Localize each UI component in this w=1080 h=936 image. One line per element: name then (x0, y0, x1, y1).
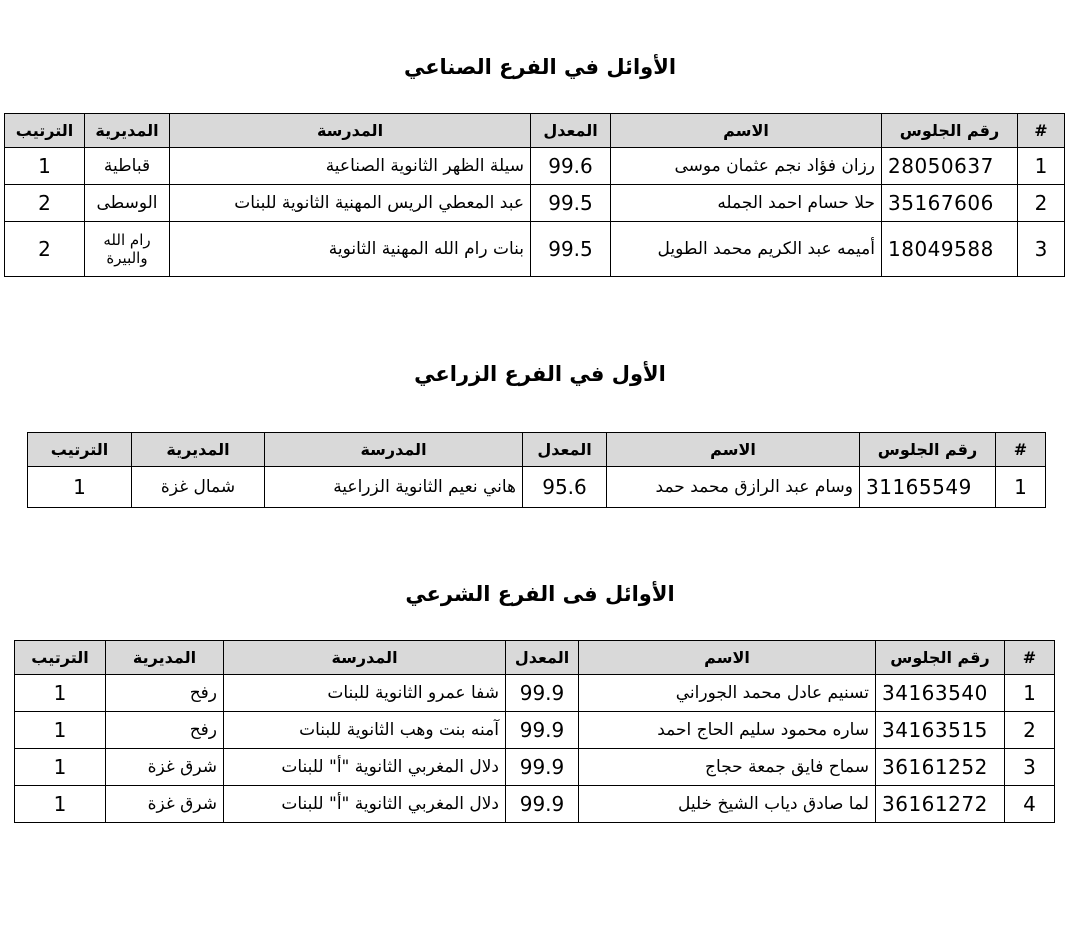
cell-seat-number: 18049588 (882, 222, 1018, 277)
table-row (15, 786, 1055, 823)
table-row (15, 675, 1055, 712)
table-row (15, 749, 1055, 786)
cell-index: 1 (1018, 148, 1065, 185)
col-header-index: # (1018, 114, 1065, 148)
cell-school: دلال المغربي الثانوية "أ" للبنات (224, 786, 506, 823)
table-agricultural (27, 432, 1046, 508)
cell-school: شفا عمرو الثانوية للبنات (224, 675, 506, 712)
cell-rank: 2 (5, 222, 85, 277)
table-row (5, 222, 1065, 277)
col-header-seat-number: رقم الجلوس (882, 114, 1018, 148)
cell-directorate: رفح (106, 712, 224, 749)
table-header-row (28, 433, 1046, 467)
col-header-school: المدرسة (170, 114, 531, 148)
cell-average: 99.9 (506, 675, 579, 712)
table-row (5, 185, 1065, 222)
col-header-index: # (996, 433, 1046, 467)
cell-name: حلا حسام احمد الجمله (611, 185, 882, 222)
cell-rank: 1 (5, 148, 85, 185)
cell-average: 99.6 (531, 148, 611, 185)
cell-directorate: شرق غزة (106, 786, 224, 823)
cell-directorate: شرق غزة (106, 749, 224, 786)
col-header-school: المدرسة (265, 433, 523, 467)
cell-seat-number: 31165549 (860, 467, 996, 508)
cell-index: 1 (1005, 675, 1055, 712)
cell-directorate: قباطية (85, 148, 170, 185)
table-row (28, 467, 1046, 508)
cell-directorate: الوسطى (85, 185, 170, 222)
cell-average: 99.5 (531, 222, 611, 277)
cell-index: 1 (996, 467, 1046, 508)
cell-average: 95.6 (523, 467, 607, 508)
section-title-agricultural: الأول في الفرع الزراعي (414, 362, 666, 386)
cell-seat-number: 34163540 (876, 675, 1005, 712)
cell-name: وسام عبد الرازق محمد حمد (607, 467, 860, 508)
cell-rank: 1 (28, 467, 132, 508)
cell-school: بنات رام الله المهنية الثانوية (170, 222, 531, 277)
cell-directorate: شمال غزة (132, 467, 265, 508)
col-header-directorate: المديرية (85, 114, 170, 148)
cell-average: 99.5 (531, 185, 611, 222)
cell-seat-number: 35167606 (882, 185, 1018, 222)
cell-seat-number: 34163515 (876, 712, 1005, 749)
cell-average: 99.9 (506, 712, 579, 749)
cell-directorate: رام الله والبيرة (85, 222, 170, 277)
cell-seat-number: 36161252 (876, 749, 1005, 786)
table-sharia (14, 640, 1055, 823)
col-header-school: المدرسة (224, 641, 506, 675)
col-header-average: المعدل (523, 433, 607, 467)
cell-name: ساره محمود سليم الحاج احمد (579, 712, 876, 749)
cell-name: رزان فؤاد نجم عثمان موسى (611, 148, 882, 185)
table-header-row (5, 114, 1065, 148)
col-header-name: الاسم (579, 641, 876, 675)
col-header-rank: الترتيب (5, 114, 85, 148)
cell-school: هاني نعيم الثانوية الزراعية (265, 467, 523, 508)
col-header-name: الاسم (607, 433, 860, 467)
col-header-index: # (1005, 641, 1055, 675)
cell-school: سيلة الظهر الثانوية الصناعية (170, 148, 531, 185)
cell-school: آمنه بنت وهب الثانوية للبنات (224, 712, 506, 749)
cell-rank: 1 (15, 786, 106, 823)
col-header-seat-number: رقم الجلوس (860, 433, 996, 467)
section-title-industrial: الأوائل في الفرع الصناعي (403, 55, 677, 79)
cell-seat-number: 28050637 (882, 148, 1018, 185)
cell-name: لما صادق دياب الشيخ خليل (579, 786, 876, 823)
col-header-directorate: المديرية (106, 641, 224, 675)
col-header-average: المعدل (506, 641, 579, 675)
col-header-average: المعدل (531, 114, 611, 148)
col-header-rank: الترتيب (15, 641, 106, 675)
cell-school: دلال المغربي الثانوية "أ" للبنات (224, 749, 506, 786)
cell-index: 3 (1005, 749, 1055, 786)
cell-seat-number: 36161272 (876, 786, 1005, 823)
cell-index: 4 (1005, 786, 1055, 823)
cell-directorate: رفح (106, 675, 224, 712)
col-header-seat-number: رقم الجلوس (876, 641, 1005, 675)
table-industrial (4, 113, 1065, 277)
cell-rank: 1 (15, 712, 106, 749)
cell-index: 3 (1018, 222, 1065, 277)
cell-school: عبد المعطي الريس المهنية الثانوية للبنات (170, 185, 531, 222)
cell-rank: 1 (15, 675, 106, 712)
cell-rank: 1 (15, 749, 106, 786)
cell-rank: 2 (5, 185, 85, 222)
section-title-sharia: الأوائل فى الفرع الشرعي (405, 582, 675, 606)
col-header-directorate: المديرية (132, 433, 265, 467)
table-row (15, 712, 1055, 749)
cell-name: سماح فايق جمعة حجاج (579, 749, 876, 786)
cell-average: 99.9 (506, 786, 579, 823)
col-header-rank: الترتيب (28, 433, 132, 467)
cell-name: أميمه عبد الكريم محمد الطويل (611, 222, 882, 277)
cell-index: 2 (1005, 712, 1055, 749)
cell-name: تسنيم عادل محمد الجوراني (579, 675, 876, 712)
cell-index: 2 (1018, 185, 1065, 222)
col-header-name: الاسم (611, 114, 882, 148)
table-row (5, 148, 1065, 185)
cell-average: 99.9 (506, 749, 579, 786)
table-header-row (15, 641, 1055, 675)
